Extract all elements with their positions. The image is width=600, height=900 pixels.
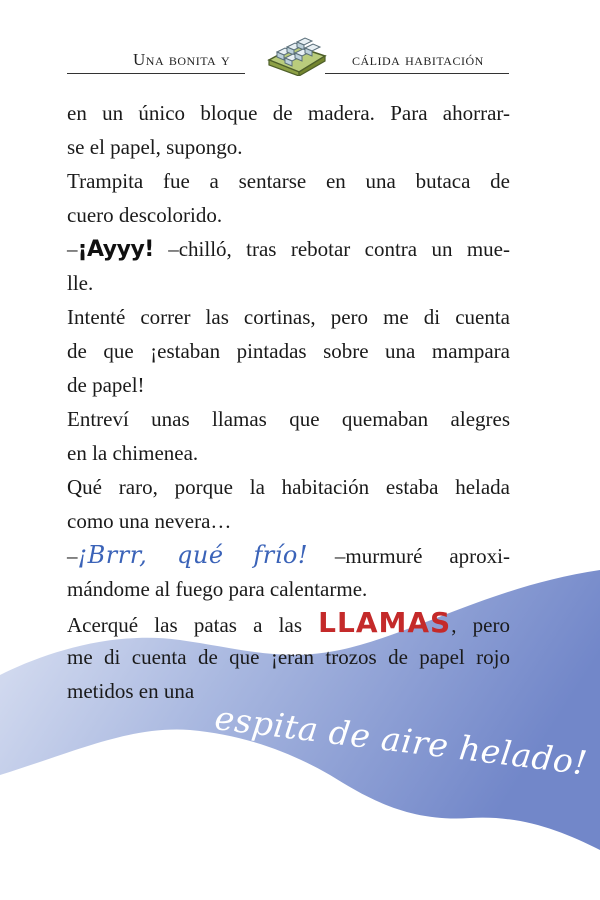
brrr-exclamation: ¡Brrr, qué frío! [77,541,308,569]
text-line: de que ¡estaban pintadas sobre una mampara [67,339,510,363]
text-line: Qué raro, porque la habitación estaba helada [67,475,510,499]
text-line-exclamation [67,232,510,266]
text-line-exclamation [67,538,510,572]
header-right-text: cálida habitación [352,50,484,69]
text-fragment: –chilló, tras rebotar contra un mue- [153,237,510,261]
text-line-llamas [67,606,510,640]
header-rule-right [325,73,509,74]
header-rule-left [67,73,245,74]
ayyy-exclamation: ¡Ayyy! [77,237,154,262]
text-line: Intenté correr las cortinas, pero me di cuenta [67,305,510,329]
text-line: me di cuenta de que ¡eran trozos de papel rojo [67,645,510,669]
text-fragment: , pero [451,613,510,637]
ice-cube-tray-icon [265,34,329,76]
llamas-word: LLAMAS [318,606,452,639]
text-line: como una nevera… [67,509,232,533]
text-fragment: –murmuré aproxi- [307,544,510,568]
text-line: mándome al fuego para calentarme. [67,577,368,601]
aire-helado-display-text: espita de aire helado! [212,698,590,783]
text-line: de papel! [67,373,145,397]
text-fragment: Acerqué las patas a las [67,613,319,637]
text-line: Trampita fue a sentarse en una butaca de [67,169,510,193]
text-line: cuero descolorido. [67,203,223,227]
header-left-text: Una bonita y [133,50,231,69]
text-line: lle. [67,271,94,295]
text-line: en la chimenea. [67,441,199,465]
dash: – [67,237,78,261]
text-line: en un único bloque de madera. Para ahorrar- [67,101,510,125]
text-line: metidos en una [67,679,195,703]
dash: – [67,544,78,568]
page-header [0,0,600,80]
text-line: se el papel, supongo. [67,135,243,159]
page-body [67,96,510,708]
text-line: Entreví unas llamas que quemaban alegres [67,407,510,431]
